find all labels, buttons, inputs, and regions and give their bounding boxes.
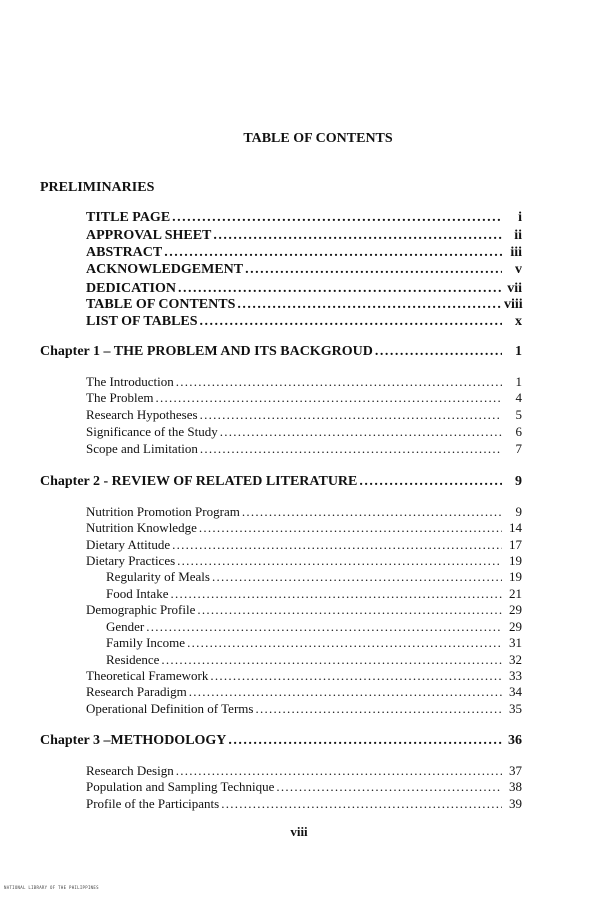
toc-entry-page: v	[515, 262, 522, 277]
toc-entry-preliminary	[86, 228, 522, 244]
toc-entry-label: Residence	[106, 652, 160, 667]
toc-entry-page: 4	[515, 390, 522, 405]
toc-entry-label: Significance of the Study	[86, 424, 218, 439]
page-title: TABLE OF CONTENTS	[243, 131, 393, 146]
toc-subentry	[106, 619, 522, 635]
toc-entry-page: 35	[509, 701, 522, 716]
dot-leader	[189, 684, 502, 700]
toc-entry-label: Population and Sampling Technique	[86, 779, 275, 794]
toc-entry	[86, 424, 522, 440]
toc-entry-page: 14	[509, 520, 522, 535]
toc-entry-label: Regularity of Meals	[106, 569, 210, 584]
toc-entry-preliminary	[86, 314, 522, 330]
dot-leader	[375, 344, 502, 360]
toc-entry-page: 7	[515, 441, 522, 456]
toc-entry	[86, 763, 522, 779]
toc-entry-label: Dietary Attitude	[86, 537, 171, 552]
toc-entry-page: 5	[515, 407, 522, 422]
toc-entry-label: ACKNOWLEDGEMENT	[86, 262, 244, 277]
toc-entry-page: 38	[509, 779, 522, 794]
dot-leader	[177, 553, 502, 569]
toc-entry-label: Food Intake	[106, 586, 169, 601]
toc-entry-page: 33	[509, 668, 522, 683]
dot-leader	[161, 652, 502, 668]
toc-entry-page: 34	[509, 684, 522, 699]
toc-entry-page: 39	[509, 796, 522, 811]
toc-entry-preliminary	[86, 297, 522, 313]
toc-entry-page: 21	[509, 586, 522, 601]
toc-subentry	[106, 652, 522, 668]
toc-entry-label: Profile of the Participants	[86, 796, 220, 811]
dot-leader	[176, 374, 502, 390]
dot-leader	[228, 733, 502, 749]
toc-entry-page: iii	[510, 245, 522, 260]
toc-subentry	[106, 586, 522, 602]
chapter-heading	[40, 474, 522, 490]
toc-entry-label: Chapter 2 - REVIEW OF RELATED LITERATURE	[40, 474, 358, 489]
toc-entry-page: 19	[509, 553, 522, 568]
toc-entry-label: Research Paradigm	[86, 684, 187, 699]
dot-leader	[197, 602, 502, 618]
toc-entry-label: Family Income	[106, 635, 186, 650]
toc-entry-page: 9	[515, 504, 522, 519]
dot-leader	[221, 796, 502, 812]
toc-entry-label: APPROVAL SHEET	[86, 228, 212, 243]
toc-entry-label: The Introduction	[86, 374, 174, 389]
toc-entry-page: 36	[508, 733, 522, 748]
dot-leader	[213, 228, 502, 244]
toc-entry-label: Operational Definition of Terms	[86, 701, 254, 716]
toc-entry-label: Theoretical Framework	[86, 668, 209, 683]
toc-entry-page: 29	[509, 602, 522, 617]
footer-stamp: NATIONAL LIBRARY OF THE PHILIPPINES	[4, 885, 99, 890]
toc-subentry	[106, 569, 522, 585]
toc-entry	[86, 504, 522, 520]
toc-entry-label: Nutrition Knowledge	[86, 520, 197, 535]
toc-entry	[86, 407, 522, 423]
toc-entry-label: DEDICATION	[86, 281, 176, 296]
toc-entry-page: 1	[515, 374, 522, 389]
toc-entry-page: 6	[515, 424, 522, 439]
dot-leader	[187, 635, 502, 651]
dot-leader	[199, 520, 502, 536]
toc-entry-page: x	[515, 314, 522, 329]
toc-entry	[86, 796, 522, 812]
dot-leader	[172, 210, 502, 226]
dot-leader	[178, 281, 502, 297]
toc-subentry	[106, 635, 522, 651]
toc-entry-page: 9	[515, 474, 522, 489]
dot-leader	[359, 474, 502, 490]
toc-entry	[86, 374, 522, 390]
chapter-heading	[40, 344, 522, 360]
toc-entry-label: Research Design	[86, 763, 174, 778]
toc-entry-page: i	[518, 210, 522, 225]
dot-leader	[176, 763, 502, 779]
dot-leader	[255, 701, 502, 717]
dot-leader	[210, 668, 502, 684]
toc-entry-page: 32	[509, 652, 522, 667]
dot-leader	[200, 407, 502, 423]
dot-leader	[146, 619, 502, 635]
dot-leader	[200, 314, 502, 330]
toc-entry	[86, 537, 522, 553]
toc-entry	[86, 520, 522, 536]
toc-entry-label: Gender	[106, 619, 145, 634]
dot-leader	[156, 390, 502, 406]
toc-entry-label: LIST OF TABLES	[86, 314, 198, 329]
toc-entry	[86, 602, 522, 618]
toc-entry	[86, 553, 522, 569]
toc-entry-page: 19	[509, 569, 522, 584]
dot-leader	[220, 424, 502, 440]
toc-entry-preliminary	[86, 281, 522, 297]
toc-entry-page: vii	[507, 281, 522, 296]
toc-entry-page: 1	[515, 344, 522, 359]
toc-entry-label: Nutrition Promotion Program	[86, 504, 240, 519]
toc-entry-label: The Problem	[86, 390, 154, 405]
dot-leader	[245, 262, 502, 278]
toc-entry-label: TITLE PAGE	[86, 210, 171, 225]
toc-entry	[86, 441, 522, 457]
toc-entry-page: 29	[509, 619, 522, 634]
toc-entry	[86, 779, 522, 795]
toc-entry-label: Research Hypotheses	[86, 407, 198, 422]
preliminaries-heading: PRELIMINARIES	[40, 180, 155, 195]
toc-entry-label: TABLE OF CONTENTS	[86, 297, 236, 312]
toc-entry-label: Chapter 3 –METHODOLOGY	[40, 733, 227, 748]
toc-entry	[86, 684, 522, 700]
toc-entry-label: ABSTRACT	[86, 245, 163, 260]
dot-leader	[276, 779, 502, 795]
toc-entry-page: ii	[514, 228, 522, 243]
toc-entry-page: 17	[509, 537, 522, 552]
dot-leader	[200, 441, 502, 457]
toc-entry-label: Dietary Practices	[86, 553, 176, 568]
toc-entry-label: Chapter 1 – THE PROBLEM AND ITS BACKGROUD	[40, 344, 373, 359]
dot-leader	[170, 586, 502, 602]
page-number: viii	[290, 824, 308, 839]
dot-leader	[172, 537, 502, 553]
toc-entry-preliminary	[86, 245, 522, 261]
toc-entry	[86, 390, 522, 406]
toc-entry-page: 37	[509, 763, 522, 778]
toc-entry-preliminary	[86, 262, 522, 278]
dot-leader	[164, 245, 502, 261]
toc-entry-page: viii	[504, 297, 523, 312]
dot-leader	[212, 569, 502, 585]
toc-entry-label: Scope and Limitation	[86, 441, 198, 456]
toc-entry	[86, 701, 522, 717]
toc-entry-label: Demographic Profile	[86, 602, 196, 617]
dot-leader	[237, 297, 502, 313]
dot-leader	[242, 504, 502, 520]
toc-entry-preliminary	[86, 210, 522, 226]
chapter-heading	[40, 733, 522, 749]
toc-entry-page: 31	[509, 635, 522, 650]
toc-entry	[86, 668, 522, 684]
